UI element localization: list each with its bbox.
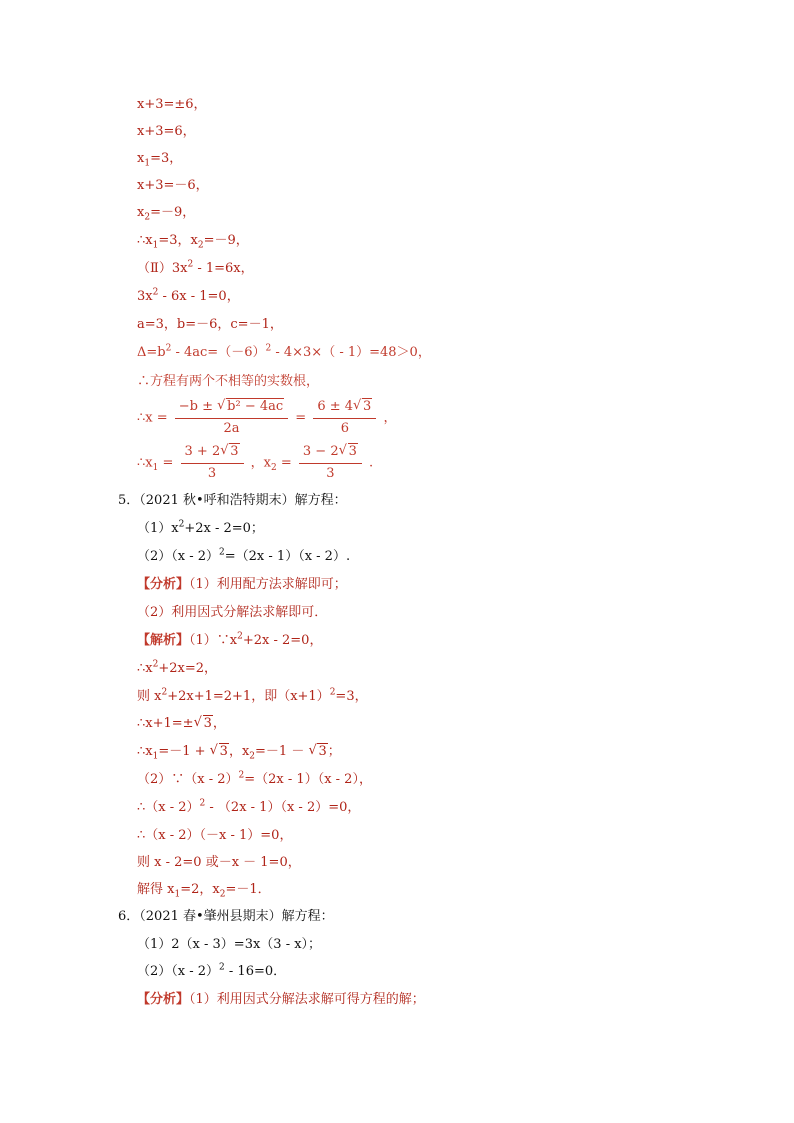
problem-item: （1）2（x - 3）=3x（3 - x）； (137, 937, 322, 952)
analysis-line: （2）利用因式分解法求解即可． (137, 605, 328, 620)
solution-line: 则 $x^2+2x+1=2+1$，即$(x+1)^2=3$， (137, 687, 368, 704)
problem-heading: 6．（2021 春•肇州县期末）解方程： (118, 909, 334, 924)
solution-line: $x_2=-9$， (137, 205, 196, 223)
analysis-line: 【分析】（1）利用因式分解法求解可得方程的解； (137, 992, 425, 1007)
problem-item: （2）（x - 2）$^2$=（2x - 1）（x - 2）. (137, 547, 351, 564)
solution-line: a=3，b=－6，c=－1， (137, 317, 283, 332)
fraction: $\frac{\text{−b ± √ b² − 4ac}}{2a}$ (175, 398, 288, 438)
solution-line: ∴（x - 2）$^2$ - （2x - 1）（x - 2）=0， (137, 798, 361, 815)
solution-line: x+3=±6， (137, 97, 207, 112)
solution-line: 解得 $x_1=2$，$x_2=-1$． (137, 882, 271, 900)
solution-line: ∴方程有两个不相等的实数根， (137, 374, 320, 389)
solution-line: 则 x - 2=0 或－x － 1=0， (137, 855, 301, 870)
fraction: $\frac{3 + 2√ 3}{3}$ (181, 443, 244, 483)
problem-item: $(1)x^2+2x - 2=0$； (137, 519, 264, 536)
formula-line: ∴x = $\frac{\text{−b ± √ b² − 4ac}}{2a}$ = $\frac{6 \pm 4√ 3}{6}$ ， (137, 398, 396, 438)
problem-heading: 5．（2021 秋•呼和浩特期末）解方程： (118, 493, 347, 508)
solution-line: $\therefore x_1=-1$ + √ 3，$x_2=-1$ － √ 3； (137, 744, 341, 760)
solution-line: $x_1=3$， (137, 151, 183, 169)
solution-line: ∴（x - 2）（－x - 1）=0， (137, 828, 293, 843)
solution-line: x+3=－6， (137, 178, 209, 193)
solution-line: （2）∵（x - 2）$^2$=（2x - 1）（x - 2）， (137, 770, 372, 787)
solution-line: $\Delta=b^2 - 4ac=(-6)^2 - 4\times 3\times( - 1)=48>0$， (137, 343, 431, 360)
solution-line: ∴x+1=±√ 3， (137, 716, 226, 732)
solution-line: $\therefore x_1=3$，$x_2=-9$， (137, 233, 249, 251)
solution-line: $3x^2 - 6x - 1=0$， (137, 287, 240, 304)
formula-line: $\therefore x_1$ = $\frac{3 + 2√ 3}{3}$ ，$x_2$ = $\frac{3 - 2√ 3}{3}$ . (137, 443, 373, 483)
solution-line: x+3=6， (137, 124, 196, 139)
fraction: $\frac{6 \pm 4√ 3}{6}$ (313, 398, 376, 438)
fraction: $\frac{3 - 2√ 3}{3}$ (299, 443, 362, 483)
analysis-line: 【分析】（1）利用配方法求解即可； (137, 577, 347, 592)
problem-item: （2）（x - 2）$^2$ - 16=0． (137, 962, 287, 979)
solution-line: $\therefore x^2+2x=2$， (137, 659, 218, 676)
solution-line: 【解析】$(1)\because x^2+2x - 2=0$， (137, 631, 323, 648)
solution-line: $(Ⅱ)3x^2 - 1=6x$， (137, 259, 254, 276)
